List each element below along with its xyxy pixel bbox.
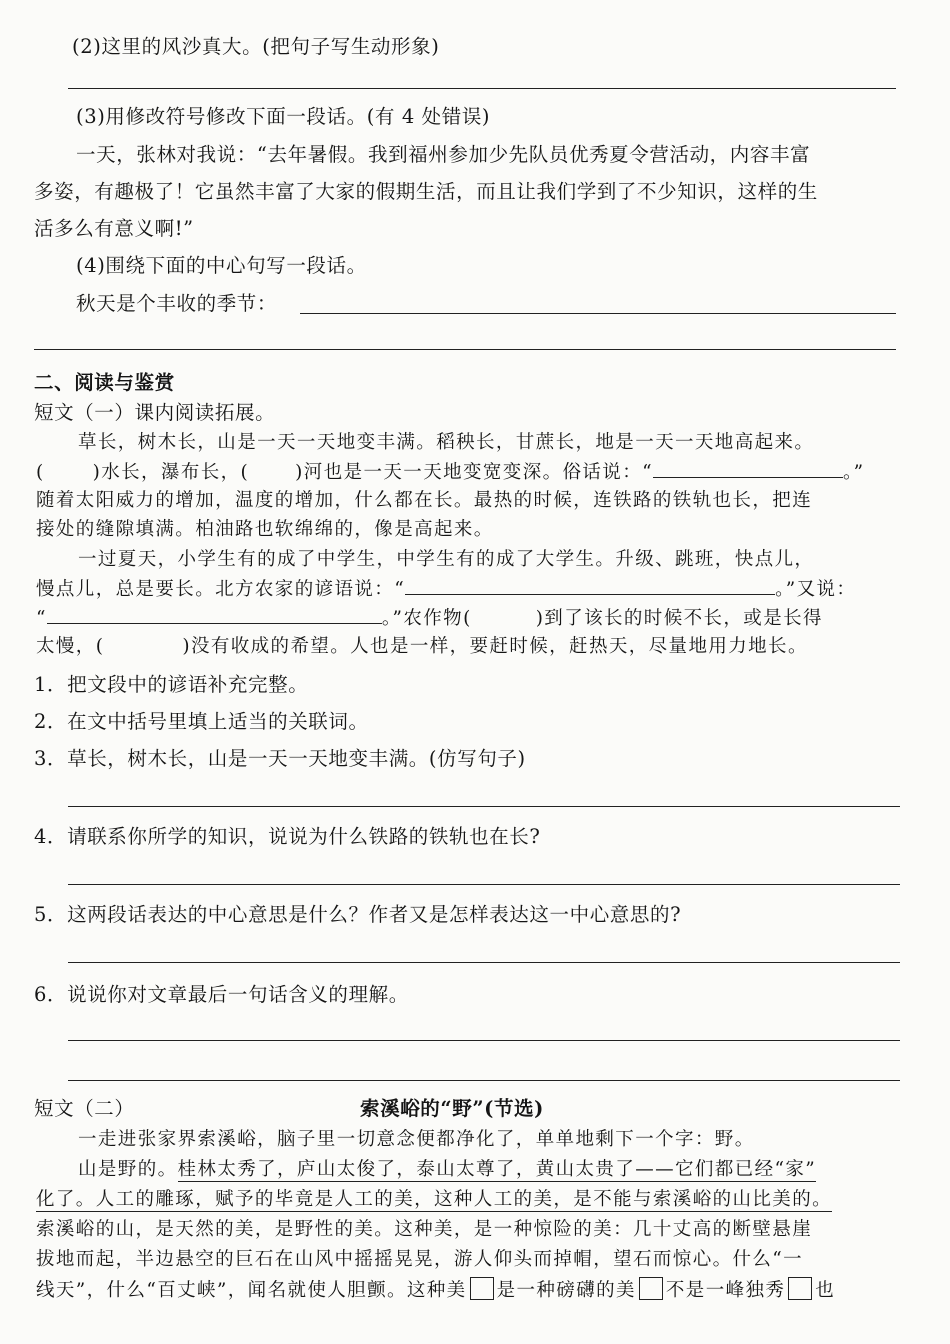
- p1-line-3: 随着太阳威力的增加，温度的增加，什么都在长。最热的时候，连铁路的铁轨也长，把连: [36, 490, 813, 511]
- answer-line[interactable]: [34, 349, 896, 350]
- answer-box[interactable]: [639, 1277, 663, 1300]
- question-4: (4)围绕下面的中心句写一段话。: [76, 254, 367, 277]
- passage-1-title: 短文（一）课内阅读拓展。: [34, 401, 276, 424]
- reading-question-1: 1．把文段中的谚语补充完整。: [34, 673, 309, 696]
- p2-line-5: 拔地而起，半边悬空的巨石在山风中摇摇晃晃，游人仰头而掉帽，望石而惊心。什么“一: [36, 1249, 804, 1270]
- answer-box[interactable]: [788, 1277, 812, 1300]
- p1-line-1: 草长，树木长，山是一天一天地变丰满。稻秧长，甘蔗长，地是一天一天地高起来。: [78, 432, 815, 453]
- reading-question-4: 4．请联系你所学的知识，说说为什么铁路的铁轨也在长?: [34, 825, 541, 848]
- answer-line[interactable]: [68, 884, 900, 885]
- reading-question-6: 6．说说你对文章最后一句话含义的理解。: [34, 983, 409, 1006]
- passage-2-title: 索溪峪的“野”(节选): [360, 1097, 544, 1120]
- answer-line[interactable]: [300, 313, 896, 314]
- p2-line-1: 一走进张家界索溪峪，脑子里一切意念便都净化了，单单地剩下一个字：野。: [78, 1129, 755, 1150]
- p2-line-6: 线天”，什么“百丈峡”，闻名就使人胆颤。这种美 是一种磅礴的美 不是一峰独秀 也: [36, 1277, 835, 1304]
- p1-line-4: 接处的缝隙填满。柏油路也软绵绵的，像是高起来。: [36, 519, 494, 540]
- blank[interactable]: [405, 576, 775, 595]
- reading-question-5: 5．这两段话表达的中心意思是什么？作者又是怎样表达这一中心意思的?: [34, 903, 682, 926]
- p1-line-5: 一过夏天，小学生有的成了中学生，中学生有的成了大学生。升级、跳班，快点儿，: [78, 549, 815, 570]
- answer-line[interactable]: [68, 88, 896, 89]
- blank[interactable]: [47, 605, 382, 624]
- underlined-text: 桂林太秀了，庐山太俊了，泰山太尊了，黄山太贵了——它们都已经“家”: [177, 1159, 817, 1180]
- p1-line-2: ( )水长，瀑布长，( )河也是一天一天地变宽变深。俗话说：“ 。”: [36, 459, 864, 486]
- reading-question-3: 3．草长，树木长，山是一天一天地变丰满。(仿写句子): [34, 747, 526, 770]
- p1-line-6: 慢点儿，总是要长。北方农家的谚语说：“ 。”又说：: [36, 576, 856, 603]
- p2-line-3: [36, 1187, 832, 1213]
- p2-line-4: 索溪峪的山，是天然的美，是野性的美。这种美，是一种惊险的美：几十丈高的断壁悬崖: [36, 1219, 813, 1240]
- q3-text-line-1: 一天，张林对我说：“去年暑假。我到福州参加少先队员优秀夏令营活动，内容丰富: [76, 143, 811, 166]
- p2-line-2: 山是野的。桂林太秀了，庐山太俊了，泰山太尊了，黄山太贵了——它们都已经“家”: [78, 1159, 817, 1180]
- answer-line[interactable]: [68, 1040, 900, 1041]
- p1-line-7: “ 。”农作物( )到了该长的时候不长，或是长得: [36, 605, 823, 632]
- passage-2-label: 短文（二）: [34, 1097, 135, 1120]
- reading-question-2: 2．在文中括号里填上适当的关联词。: [34, 710, 369, 733]
- answer-box[interactable]: [470, 1277, 494, 1300]
- blank[interactable]: [653, 459, 843, 478]
- p1-line-8: 太慢，( )没有收成的希望。人也是一样，要赶时候，赶热天，尽量地用力地长。: [36, 636, 808, 657]
- underlined-text: 化了。人工的雕琢，赋予的毕竟是人工的美，这种人工的美，是不能与索溪峪的山比美的。: [36, 1189, 833, 1210]
- q4-prompt: 秋天是个丰收的季节：: [76, 292, 278, 315]
- question-2: (2)这里的风沙真大。(把句子写生动形象): [72, 35, 440, 58]
- section-heading: 二、阅读与鉴赏: [34, 371, 175, 394]
- q3-text-line-3: 活多么有意义啊!”: [34, 217, 194, 240]
- question-3: (3)用修改符号修改下面一段话。(有 4 处错误): [76, 105, 491, 128]
- answer-line[interactable]: [68, 1080, 900, 1081]
- q3-text-line-2: 多姿，有趣极了！它虽然丰富了大家的假期生活，而且让我们学到了不少知识，这样的生: [34, 180, 818, 203]
- answer-line[interactable]: [68, 962, 900, 963]
- answer-line[interactable]: [68, 806, 900, 807]
